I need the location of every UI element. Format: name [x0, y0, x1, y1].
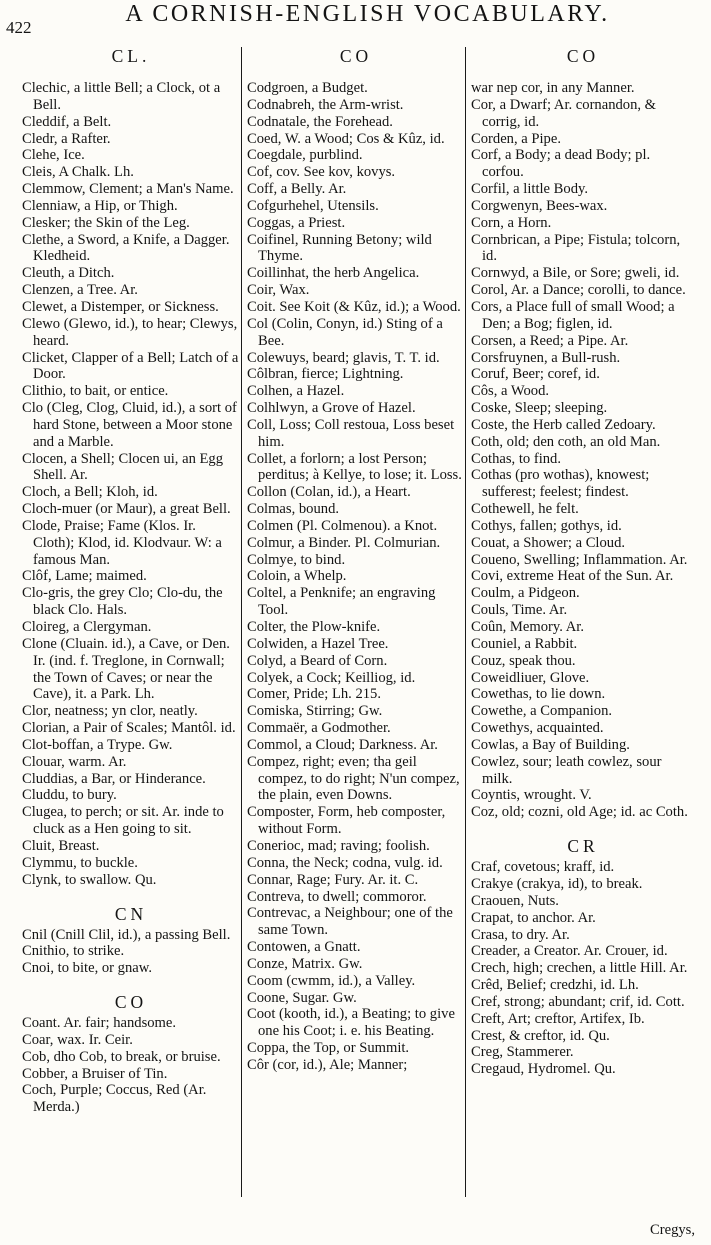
vocabulary-entry: Cnithio, to strike. [22, 943, 125, 960]
vocabulary-entry: Cleddif, a Belt. [22, 113, 112, 130]
vocabulary-entry: Colyd, a Beard of Corn. [247, 652, 388, 669]
vocabulary-entry: Colewuys, beard; glavis, T. T. id. [247, 349, 440, 366]
vocabulary-entry: Coit. See Koit (& Kûz, id.); a Wood. [247, 298, 461, 315]
column-middle [247, 44, 465, 1074]
vocabulary-entry: Cofgurhehel, Utensils. [247, 197, 379, 214]
vocabulary-entry: Coggas, a Priest. [247, 214, 346, 231]
page-number: 422 [6, 18, 32, 37]
vocabulary-entry: Conze, Matrix. Gw. [247, 955, 363, 972]
vocabulary-entry: Cof, cov. See kov, kovys. [247, 164, 396, 181]
vocabulary-entry: Codgroen, a Budget. [247, 80, 368, 96]
vocabulary-entry: Coone, Sugar. Gw. [247, 989, 357, 1006]
vocabulary-entry: Coegdale, purblind. [247, 147, 363, 164]
vocabulary-entry: Clo (Cleg, Clog, Cluid, id.), a sort of hard Stone, between a Moor stone and a Marble. [22, 400, 237, 450]
vocabulary-entry: Coloin, a Whelp. [247, 568, 347, 585]
vocabulary-entry: Collet, a forlorn; a lost Person; perditus; à Kellye, to lose; it. Loss. [247, 450, 462, 484]
vocabulary-entry: Cleuth, a Ditch. [22, 265, 115, 282]
vocabulary-entry: Collon (Colan, id.), a Heart. [247, 484, 411, 501]
vocabulary-entry: Craf, covetous; kraff, id. [471, 859, 615, 876]
vocabulary-entry: Clo-gris, the grey Clo; Clo-du, the black Clo. Hals. [22, 585, 223, 619]
vocabulary-entry: Coifinel, Running Betony; wild Thyme. [247, 231, 432, 265]
vocabulary-entry: Crasa, to dry. Ar. [471, 926, 570, 943]
vocabulary-entry: Cothas (pro wothas), knowest; sufferest; feelest; findest. [471, 467, 650, 501]
vocabulary-entry: Colter, the Plow-knife. [247, 619, 381, 635]
vocabulary-entry: Crech, high; crechen, a little Hill. Ar. [471, 960, 688, 977]
vocabulary-entry: Clicket, Clapper of a Bell; Latch of a Door. [22, 349, 239, 383]
vocabulary-entry: Crakye (crakya, id), to break. [471, 875, 643, 892]
vocabulary-entry: Coff, a Belly. Ar. [247, 181, 347, 198]
vocabulary-entry: Clôf, Lame; maimed. [22, 568, 147, 585]
vocabulary-entry: Codnatale, the Forehead. [247, 113, 393, 130]
vocabulary-entry: Clenniaw, a Hip, or Thigh. [22, 197, 178, 214]
section-heading: CO [566, 46, 600, 66]
vocabulary-entry: Clewet, a Distemper, or Sickness. [22, 298, 219, 315]
vocabulary-entry: Coruf, Beer; coref, id. [471, 366, 600, 383]
vocabulary-entry: Couz, speak thou. [471, 652, 576, 669]
vocabulary-entry: Coth, old; den coth, an old Man. [471, 433, 661, 450]
vocabulary-entry: Cloireg, a Clergyman. [22, 619, 152, 635]
vocabulary-entry: Cnoi, to bite, or gnaw. [22, 960, 152, 977]
vocabulary-entry: Coom (cwmm, id.), a Valley. [247, 972, 416, 989]
vocabulary-entry: Colmur, a Binder. Pl. Colmurian. [247, 534, 441, 551]
vocabulary-entry: Corf, a Body; a dead Body; pl. corfou. [471, 147, 651, 181]
catchword: Cregys, [650, 1222, 695, 1238]
vocabulary-entry: Cowlas, a Bay of Building. [471, 736, 630, 753]
vocabulary-entry: Coweidliuer, Glove. [471, 669, 590, 686]
column-left [22, 44, 240, 1116]
vocabulary-entry: Creft, Art; creftor, Artifex, Ib. [471, 1010, 645, 1027]
page-title: A CORNISH-ENGLISH VOCABULARY. [125, 1, 610, 27]
vocabulary-entry: Corden, a Pipe. [471, 130, 561, 147]
vocabulary-entry: Coltel, a Penknife; an engraving Tool. [247, 585, 436, 619]
vocabulary-entry: Creader, a Creator. Ar. Crouer, id. [471, 943, 668, 960]
vocabulary-entry: Coulm, a Pidgeon. [471, 585, 580, 602]
vocabulary-entry: Colyek, a Cock; Keilliog, id. [247, 669, 416, 686]
vocabulary-entry: Clocen, a Shell; Clocen ui, an Egg Shell. Ar. [22, 450, 224, 484]
vocabulary-entry: Coant. Ar. fair; handsome. [22, 1015, 177, 1032]
vocabulary-entry: Clesker; the Skin of the Leg. [22, 214, 190, 231]
section-heading: CO [114, 992, 148, 1013]
vocabulary-entry: Connar, Rage; Fury. Ar. it. C. [247, 871, 419, 888]
vocabulary-entry: Cloch, a Bell; Kloh, id. [22, 484, 158, 501]
vocabulary-entry: Clehe, Ice. [22, 147, 85, 164]
section-heading: CR [567, 836, 599, 857]
vocabulary-entry: Contowen, a Gnatt. [247, 939, 361, 956]
vocabulary-entry: Clone (Cluain. id.), a Cave, or Den. Ir. (ind. f. Treglone, in Cornwall; the Town of Caves; or near the Cave), it. a Park. Lh. [22, 635, 230, 703]
vocabulary-entry: Comiska, Stirring; Gw. [247, 703, 383, 720]
vocabulary-entry: Cref, strong; abundant; crif, id. Cott. [471, 993, 685, 1010]
vocabulary-entry: Coar, wax. Ir. Ceir. [22, 1031, 133, 1048]
vocabulary-entry: Cleis, A Chalk. Lh. [22, 164, 134, 181]
vocabulary-entry: Conna, the Neck; codna, vulg. id. [247, 854, 443, 871]
vocabulary-entry: Couls, Time. Ar. [471, 602, 568, 619]
vocabulary-entry: Cregaud, Hydromel. Qu. [471, 1061, 616, 1078]
vocabulary-entry: Creg, Stammerer. [471, 1044, 574, 1061]
vocabulary-entry: Composter, Form, heb composter, without Form. [247, 804, 446, 838]
vocabulary-entry: war nep cor, in any Manner. [471, 80, 635, 96]
vocabulary-entry: Colhen, a Hazel. [247, 383, 345, 400]
vocabulary-entry: Clithio, to bait, or entice. [22, 383, 169, 400]
vocabulary-entry: Coste, the Herb called Zedoary. [471, 416, 656, 433]
vocabulary-entry: Colwiden, a Hazel Tree. [247, 635, 389, 652]
vocabulary-entry: Clenzen, a Tree. Ar. [22, 282, 138, 299]
vocabulary-entry: Cob, dho Cob, to break, or bruise. [22, 1048, 221, 1065]
vocabulary-entry: Commol, a Cloud; Darkness. Ar. [247, 736, 438, 753]
vocabulary-entry: Corsen, a Reed; a Pipe. Ar. [471, 332, 629, 349]
vocabulary-entry: Couat, a Shower; a Cloud. [471, 534, 626, 551]
vocabulary-entry: Cowethys, acquainted. [471, 720, 604, 737]
vocabulary-entry: Cowethas, to lie down. [471, 686, 606, 703]
vocabulary-entry: Cluddias, a Bar, or Hinderance. [22, 770, 206, 787]
vocabulary-entry: Clemmow, Clement; a Man's Name. [22, 181, 234, 198]
vocabulary-entry: Codnabreh, the Arm-wrist. [247, 96, 404, 113]
vocabulary-entry: Cnil (Cnill Clil, id.), a passing Bell. [22, 926, 231, 943]
vocabulary-entry: Craouen, Nuts. [471, 892, 559, 909]
vocabulary-entry: Coot (kooth, id.), a Beating; to give one his Coot; i. e. his Beating. [247, 1006, 455, 1040]
vocabulary-entry: Côs, a Wood. [471, 383, 550, 400]
vocabulary-entry: Cowethe, a Companion. [471, 703, 613, 720]
vocabulary-entry: Cledr, a Rafter. [22, 130, 111, 147]
vocabulary-entry: Cloch-muer (or Maur), a great Bell. [22, 501, 231, 518]
vocabulary-entry: Colmye, to bind. [247, 551, 346, 568]
vocabulary-entry: Couniel, a Rabbit. [471, 635, 578, 652]
vocabulary-entry: Cluit, Breast. [22, 837, 100, 854]
vocabulary-entry: Clechic, a little Bell; a Clock, ot a Bell. [22, 80, 221, 113]
vocabulary-entry: Colmas, bound. [247, 501, 340, 518]
vocabulary-entry: Corn, a Horn. [471, 214, 552, 231]
vocabulary-entry: Cornbrican, a Pipe; Fistula; tolcorn, id. [471, 231, 681, 265]
vocabulary-entry: Coppa, the Top, or Summit. [247, 1040, 410, 1057]
vocabulary-entry: Crest, & creftor, id. Qu. [471, 1027, 610, 1044]
vocabulary-entry: Corol, Ar. a Dance; corolli, to dance. [471, 282, 686, 299]
vocabulary-entry: Covi, extreme Heat of the Sun. Ar. [471, 568, 674, 585]
vocabulary-entry: Cothas, to find. [471, 450, 561, 467]
vocabulary-entry: Corsfruynen, a Bull-rush. [471, 349, 621, 366]
section-heading: CO [339, 46, 373, 66]
vocabulary-entry: Crapat, to anchor. Ar. [471, 909, 596, 926]
section-heading: CL. [111, 46, 151, 66]
vocabulary-entry: Coed, W. a Wood; Cos & Kûz, id. [247, 130, 445, 147]
vocabulary-entry: Clor, neatness; yn clor, neatly. [22, 703, 198, 720]
vocabulary-entry: Coir, Wax. [247, 282, 310, 299]
vocabulary-entry: Coûn, Memory. Ar. [471, 619, 584, 635]
column-divider [241, 47, 242, 1197]
vocabulary-entry: Comer, Pride; Lh. 215. [247, 686, 381, 703]
vocabulary-entry: Corfil, a little Body. [471, 181, 589, 198]
vocabulary-entry: Clewo (Glewo, id.), to hear; Clewys, heard. [22, 315, 238, 349]
vocabulary-entry: Clynk, to swallow. Qu. [22, 871, 157, 888]
vocabulary-entry: Cowlez, sour; leath cowlez, sour milk. [471, 753, 662, 787]
vocabulary-entry: Contreva, to dwell; commoror. [247, 888, 427, 905]
column-right [471, 44, 695, 1078]
vocabulary-entry: Coyntis, wrought. V. [471, 787, 592, 804]
vocabulary-entry: Clouar, warm. Ar. [22, 753, 127, 770]
vocabulary-entry: Clugea, to perch; or sit. Ar. inde to cluck as a Hen going to sit. [22, 804, 224, 838]
vocabulary-entry: Clode, Praise; Fame (Klos. Ir. Cloth); Klod, id. Klodvaur. W: a famous Man. [22, 517, 222, 568]
vocabulary-entry: Corgwenyn, Bees-wax. [471, 197, 608, 214]
vocabulary-entry: Clot-boffan, a Trype. Gw. [22, 736, 173, 753]
vocabulary-entry: Côlbran, fierce; Lightning. [247, 366, 404, 383]
vocabulary-entry: Cothys, fallen; gothys, id. [471, 517, 622, 534]
vocabulary-entry: Clymmu, to buckle. [22, 854, 138, 871]
vocabulary-entry: Col (Colin, Conyn, id.) Sting of a Bee. [247, 315, 443, 349]
vocabulary-entry: Compez, right; even; tha geil compez, to do right; N'un compez, the plain, even Downs. [247, 753, 460, 804]
vocabulary-entry: Cornwyd, a Bile, or Sore; gweli, id. [471, 265, 680, 282]
vocabulary-entry: Clorian, a Pair of Scales; Mantôl. id. [22, 720, 236, 737]
vocabulary-entry: Crêd, Belief; credzhi, id. Lh. [471, 977, 639, 994]
vocabulary-entry: Cors, a Place full of small Wood; a Den; a Bog; figlen, id. [471, 298, 675, 332]
vocabulary-entry: Colmen (Pl. Colmenou). a Knot. [247, 517, 438, 534]
vocabulary-entry: Contrevac, a Neighbour; one of the same Town. [247, 905, 453, 939]
vocabulary-entry: Colhlwyn, a Grove of Hazel. [247, 400, 416, 417]
vocabulary-entry: Cothewell, he felt. [471, 501, 579, 518]
section-heading: CN [114, 903, 148, 924]
vocabulary-entry: Clethe, a Sword, a Knife, a Dagger. Kledheid. [22, 231, 230, 265]
vocabulary-entry: Coch, Purple; Coccus, Red (Ar. Merda.) [22, 1082, 207, 1116]
vocabulary-entry: Commaër, a Godmother. [247, 720, 391, 737]
vocabulary-entry: Cluddu, to bury. [22, 787, 117, 804]
vocabulary-entry: Coueno, Swelling; Inflammation. Ar. [471, 551, 688, 568]
vocabulary-entry: Coz, old; cozni, old Age; id. ac Coth. [471, 804, 688, 821]
vocabulary-entry: Coll, Loss; Coll restoua, Loss beset him. [247, 416, 455, 450]
vocabulary-entry: Côr (cor, id.), Ale; Manner; [247, 1056, 408, 1073]
vocabulary-entry: Conerioc, mad; raving; foolish. [247, 837, 430, 854]
vocabulary-entry: Cor, a Dwarf; Ar. cornandon, & corrig, id. [471, 96, 657, 130]
vocabulary-entry: Coillinhat, the herb Angelica. [247, 265, 420, 282]
vocabulary-entry: Cobber, a Bruiser of Tin. [22, 1065, 168, 1082]
vocabulary-entry: Coske, Sleep; sleeping. [471, 400, 608, 417]
column-divider [465, 47, 466, 1197]
